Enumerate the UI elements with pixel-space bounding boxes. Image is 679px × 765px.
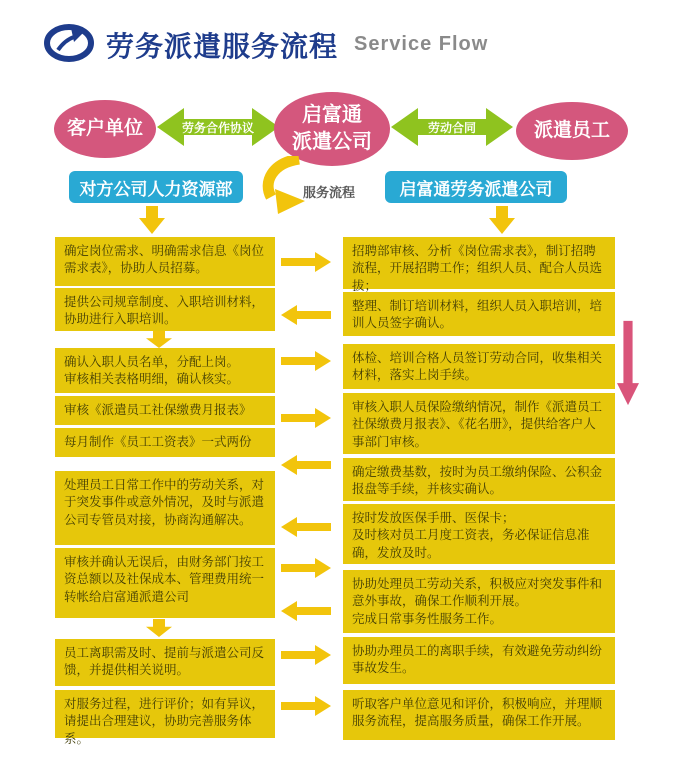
left-step-8: 员工离职需及时、提前与派遣公司反馈，并提供相关说明。 <box>55 639 275 686</box>
right-step-4: 审核入职人员保险缴纳情况，制作《派遣员工社保缴费月报表》、《花名册》，提供给客户人事部门审核。 <box>343 393 615 454</box>
connector-arrow-right-3 <box>281 351 331 376</box>
connector-arrow-left-8 <box>281 601 331 626</box>
contract-left-label: 劳务合作协议 <box>181 120 254 135</box>
contract-arrow-left <box>157 105 279 149</box>
left-step-2: 提供公司规章制度、入职培训材料，协助进行入职培训。 <box>55 288 275 331</box>
connector-arrow-left-5 <box>281 455 331 480</box>
right-step-9: 听取客户单位意见和评价，积极响应，并理顺服务流程，提高服务质量，确保工作开展。 <box>343 690 615 740</box>
left-step-3: 确认入职人员名单，分配上岗。 审核相关表格明细，确认核实。 <box>55 348 275 393</box>
right-step-1: 招聘部审核、分析《岗位需求表》，制订招聘流程，开展招聘工作；组织人员、配合人员选拔； <box>343 237 615 289</box>
page-subtitle: Service Flow <box>354 33 489 55</box>
dept-client-hr: 对方公司人力资源部 <box>69 171 243 203</box>
entity-agency-label-line1: 启富通 <box>302 104 362 126</box>
right-step-2: 整理、制订培训材料，组织人员入职培训，培训人员签字确认。 <box>343 292 615 336</box>
right-step-3: 体检、培训合格人员签订劳动合同，收集相关材料，落实上岗手续。 <box>343 344 615 389</box>
company-logo-icon <box>44 22 96 67</box>
connector-arrow-right-1 <box>281 252 331 277</box>
entity-employee-label: 派遣员工 <box>533 120 610 142</box>
connector-arrow-right-10 <box>281 696 331 721</box>
connector-arrow-right-7 <box>281 558 331 583</box>
entity-client-label: 客户单位 <box>66 118 143 140</box>
header <box>44 22 488 67</box>
curved-flow-arrow-icon <box>257 156 309 219</box>
down-arrow-icon <box>139 206 165 239</box>
down-arrow-icon <box>489 206 515 239</box>
entity-agency-label-line2: 派遣公司 <box>292 131 372 153</box>
connector-arrow-right-4 <box>281 408 331 433</box>
connector-arrow-right-9 <box>281 645 331 670</box>
left-step-1: 确定岗位需求、明确需求信息《岗位需求表》，协助人员招募。 <box>55 237 275 286</box>
flow-label: 服务流程 <box>303 185 356 200</box>
contract-right-label: 劳动合同 <box>427 120 476 135</box>
dept-agency: 启富通劳务派遣公司 <box>385 171 567 203</box>
entity-employee <box>516 102 628 160</box>
left-step-5: 每月制作《员工工资表》一式两份 <box>55 428 275 457</box>
entity-agency <box>274 92 390 166</box>
left-step-4: 审核《派遣员工社保缴费月报表》 <box>55 396 275 425</box>
timeline-down-arrow-icon <box>617 317 639 414</box>
right-step-6: 按时发放医保手册、医保卡； 及时核对员工月度工资表，务必保证信息准确，发放及时。 <box>343 504 615 564</box>
left-step-9: 对服务过程，进行评价；如有异议，请提出合理建议，协助完善服务体系。 <box>55 690 275 738</box>
connector-arrow-left-6 <box>281 517 331 542</box>
page-title: 劳务派遣服务流程 <box>106 30 339 62</box>
right-step-7: 协助处理员工劳动关系，积极应对突发事件和意外事故，确保工作顺利开展。 完成日常事务性服务工作。 <box>343 570 615 633</box>
contract-arrow-right <box>391 105 513 149</box>
connector-arrow-left-2 <box>281 305 331 330</box>
entity-client <box>54 100 156 158</box>
right-step-5: 确定缴费基数，按时为员工缴纳保险、公积金报盘等手续，并核实确认。 <box>343 458 615 501</box>
left-step-7: 审核并确认无误后，由财务部门按工资总额以及社保成本、管理费用统一转帐给启富通派遣公司 <box>55 548 275 618</box>
right-step-8: 协助办理员工的离职手续，有效避免劳动纠纷事故发生。 <box>343 637 615 684</box>
left-step-6: 处理员工日常工作中的劳动关系，对于突发事件或意外情况，及时与派遣公司专管员对接，协商沟通解决。 <box>55 471 275 545</box>
